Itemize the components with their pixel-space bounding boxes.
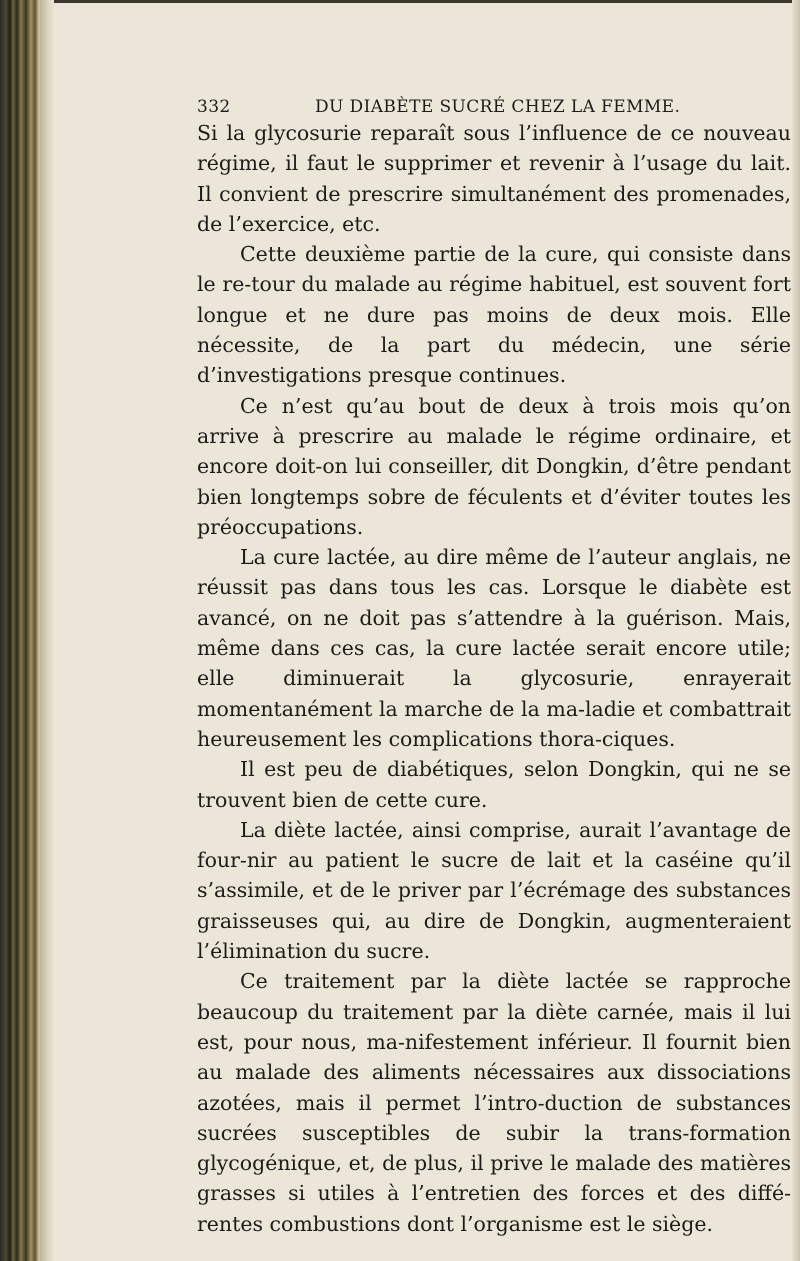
paragraph: Ce traitement par la diète lactée se rapproche beaucoup du traitement par la diète carnée, mais il lui est, pour nous, ma-nifestement inférieur. Il fournit bien au malade des aliments nécessaires aux dissociations azotées, mais il permet l’intro-duction de substances sucrées susceptibles de subir la trans-formation glycogénique, et, de plus, il prive le malade des matières grasses si utiles à l’entretien des forces et des diffé-rentes combustions dont l’organisme est le siège. xyxy=(197,969,791,1236)
page-right-edge xyxy=(792,0,800,1261)
body-text xyxy=(197,118,791,1239)
running-title: DU DIABÈTE SUCRÉ CHEZ LA FEMME. xyxy=(315,97,681,117)
paragraph: La diète lactée, ainsi comprise, aurait l’avantage de four-nir au patient le sucre de lait et la caséine qu’il s’assimile, et de le priver par l’écrémage des substances graisseuses qui, au dire de Dongkin, augmenteraient l’élimination du sucre. xyxy=(197,817,791,964)
paragraph: Cette deuxième partie de la cure, qui consiste dans le re-tour du malade au régime habituel, est souvent fort longue et ne dure pas moins de deux mois. Elle nécessite, de la part du médecin, une série d’investigations presque continues. xyxy=(197,242,791,388)
page-number: 332 xyxy=(197,97,231,117)
paragraph: Si la glycosurie reparaît sous l’influence de ce nouveau régime, il faut le supprimer et revenir à l’usage du lait. Il convient de prescrire simultanément des promenades, de l’exercice, etc. xyxy=(197,121,791,236)
page-gutter xyxy=(40,0,54,1261)
paragraph: La cure lactée, au dire même de l’auteur anglais, ne réussit pas dans tous les cas. Lorsque le diabète est avancé, on ne doit pas s’attendre à la guérison. Mais, même dans ces cas, la cure lactée serait encore utile; elle diminuerait la glycosurie, enrayerait momentanément la marche de la ma-ladie et combattrait heureusement les complications thora-ciques. xyxy=(197,545,791,751)
paragraph: Ce n’est qu’au bout de deux à trois mois qu’on arrive à prescrire au malade le régime ordinaire, et encore doit-on lui conseiller, dit Dongkin, d’être pendant bien longtemps sobre de féculents et d’éviter toutes les préoccupations. xyxy=(197,393,791,539)
top-edge-rule xyxy=(54,0,800,3)
paragraph: Il est peu de diabétiques, selon Dongkin, qui ne se trouvent bien de cette cure. xyxy=(197,757,791,812)
book-binding xyxy=(0,0,40,1261)
